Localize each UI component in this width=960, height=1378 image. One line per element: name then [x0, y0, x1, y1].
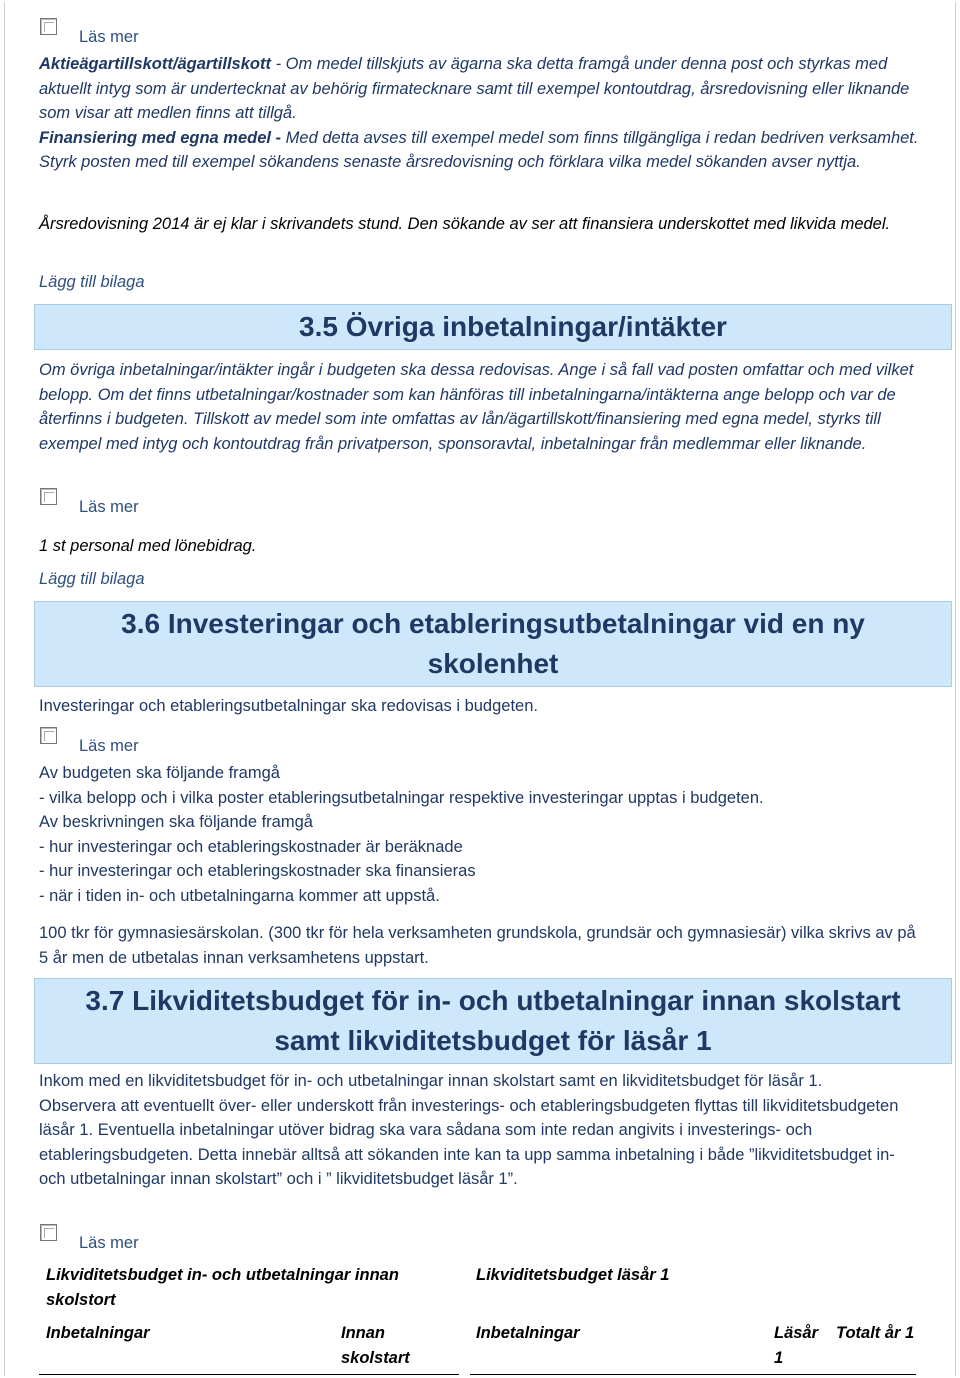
- read-more-checkbox[interactable]: [40, 18, 57, 35]
- section-3-7-paragraph-2: Observera att eventuellt över- eller underskott från investerings- och etableringsbudgeten flyttas till likviditetsbudgeten läsår 1. Eventuella inbetalningar utöver bidrag ska vara sådana som inte redan angivits i investerings- och etableringsbudgeten. Detta innebär alltså att sökanden inte kan ta upp samma inbetalning i både ”likviditetsbudget in- och utbetalningar innan skolstart” och i ” likviditetsbudget läsår 1”.: [39, 1096, 899, 1188]
- table-col-inbetalningar: Inbetalningar: [46, 1324, 150, 1342]
- finance-info-block: [39, 52, 919, 175]
- add-attachment-link[interactable]: Lägg till bilaga: [39, 570, 145, 588]
- section-3-5-instructions: Om övriga inbetalningar/intäkter ingår i budgeten ska dessa redovisas. Ange i så fall vad posten omfattar och med vilket belopp. Om det finns utbetalningar/kostnader som kan hänföras till inbetalningarna/intäkterna ange belopp och var de återfinns i budgeten. Tillskott av medel som inte omfattas av lån/ägartillskott/finansiering med egna medel, styrks till exempel med intyg och kontoutdrag från privatperson, sponsoravtal, inbetalningar från medlemmar eller liknande.: [39, 361, 914, 453]
- read-more-checkbox[interactable]: [40, 1224, 57, 1241]
- table-col-totalt-ar-1: Totalt år 1: [836, 1324, 915, 1342]
- section-3-7-instructions: [39, 1069, 919, 1192]
- section-3-6-intro: Investeringar och etableringsutbetalningar ska redovisas i budgeten.: [39, 697, 538, 715]
- table-col-lasar-1: Läsår 1: [774, 1324, 819, 1367]
- read-more-link[interactable]: Läs mer: [79, 1234, 139, 1252]
- read-more-link[interactable]: Läs mer: [79, 737, 139, 755]
- add-attachment-link[interactable]: Lägg till bilaga: [39, 273, 145, 291]
- table-left-title: Likviditetsbudget in- och utbetalningar innan skolstort: [46, 1266, 399, 1309]
- instruction-line: Av beskrivningen ska följande framgå: [39, 813, 313, 831]
- table-rule-left: [39, 1374, 459, 1375]
- instruction-line: Av budgeten ska följande framgå: [39, 764, 280, 782]
- section-3-7-heading-line1: 3.7 Likviditetsbudget för in- och utbetalningar innan skolstart: [85, 985, 901, 1016]
- table-right-title: Likviditetsbudget läsår 1: [476, 1266, 670, 1284]
- section-3-7-heading-line2: samt likviditetsbudget för läsår 1: [274, 1025, 712, 1056]
- own-funds-paragraph: [39, 126, 919, 175]
- table-rule-right: [470, 1374, 916, 1375]
- read-more-checkbox[interactable]: [40, 488, 57, 505]
- read-more-checkbox[interactable]: [40, 727, 57, 744]
- own-funds-text: Med detta avses till exempel medel som finns tillgängliga i redan bedriven verksamhet. Styrk posten med till exempel sökandens senaste årsredovisning och förklara vilka medel sökanden avser nyttja.: [39, 128, 919, 171]
- table-col-inbetalningar-lasar: Inbetalningar: [476, 1324, 580, 1342]
- section-3-6-answer: 100 tkr för gymnasiesärskolan. (300 tkr för hela verksamheten grundskola, grundsär och gymnasiesär) vilka skrivs av på 5 år men de utbetalas innan verksamhetens uppstart.: [39, 924, 916, 967]
- read-more-link[interactable]: Läs mer: [79, 28, 139, 46]
- section-3-6-heading-line2: skolenhet: [427, 648, 559, 679]
- shareholder-contribution-label: Aktieägartillskott/ägartillskott: [39, 55, 271, 73]
- section-3-6-heading-line1: 3.6 Investeringar och etableringsutbetalningar vid en ny: [121, 608, 865, 639]
- own-funds-label: Finansiering med egna medel -: [39, 128, 282, 147]
- shareholder-contribution-text: - Om medel tillskjuts av ägarna ska detta framgå under denna post och styrkas med aktuellt intyg som är undertecknat av behörig firmatecknare samt till exempel kontoutdrag, årsredovisning eller liknande som visar att medlen finns att tillgå.: [39, 55, 910, 122]
- section-3-6-heading: [34, 601, 952, 687]
- instruction-line: - när i tiden in- och utbetalningarna kommer att uppstå.: [39, 886, 440, 905]
- shareholder-contribution-paragraph: [39, 52, 919, 126]
- instruction-line: - hur investeringar och etableringskostnader är beräknade: [39, 837, 463, 856]
- section-3-5-heading: 3.5 Övriga inbetalningar/intäkter: [34, 304, 952, 350]
- instruction-line: - vilka belopp och i vilka poster etableringsutbetalningar respektive investeringar upptas i budgeten.: [39, 788, 764, 807]
- section-3-5-answer: 1 st personal med lönebidrag.: [39, 537, 257, 555]
- section-3-7-heading: [34, 978, 952, 1064]
- section-3-7-paragraph-1: Inkom med en likviditetsbudget för in- och utbetalningar innan skolstart samt en likviditetsbudget för läsår 1.: [39, 1072, 823, 1090]
- answer-text: Årsredovisning 2014 är ej klar i skrivandets stund. Den sökande av ser att finansiera underskottet med likvida medel.: [39, 215, 891, 233]
- read-more-link[interactable]: Läs mer: [79, 498, 139, 516]
- section-3-6-instructions: [39, 761, 919, 908]
- table-col-innan-skolstart: Innan skolstart: [341, 1324, 410, 1367]
- instruction-line: - hur investeringar och etableringskostnader ska finansieras: [39, 862, 476, 880]
